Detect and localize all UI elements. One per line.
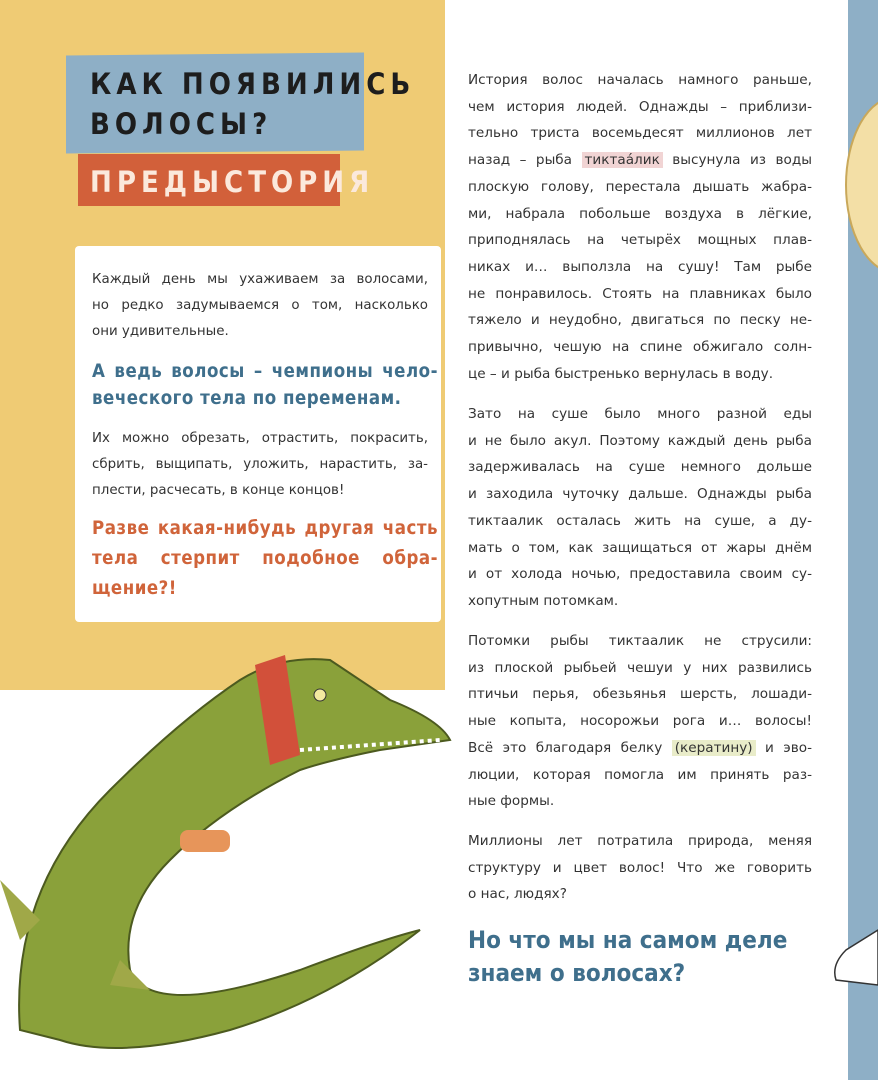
text-line: Но что мы на самом деле — [468, 926, 788, 954]
text-line: А ведь волосы – чемпионы чело- — [92, 361, 438, 382]
text-line: и заходила чуточку дальше. Однажды рыба — [468, 486, 812, 503]
text-fragment: назад – рыба — [468, 152, 573, 169]
story-paragraph-2 — [468, 401, 812, 615]
text-line: тяжело и неудобно, двигаться по песку не- — [468, 312, 812, 329]
text-line: ми, набрала побольше воздуха в лёгкие, — [468, 205, 812, 222]
text-line: Миллионы лет потратила природа, меняя — [468, 833, 812, 849]
closing-question — [468, 924, 787, 990]
text-line — [468, 147, 812, 174]
title-line: КАК ПОЯВИЛИСЬ — [90, 67, 416, 101]
text-line: тиктаалик осталась жить на суше, а ду- — [468, 512, 812, 529]
page-subtitle: ПРЕДЫСТОРИЯ — [90, 165, 375, 199]
text-line: Их можно обрезать, отрастить, покрасить, — [92, 431, 428, 446]
blue-callout — [92, 358, 438, 412]
text-line: плоскую голову, перестала дышать жабра- — [468, 178, 812, 195]
text-line: История волос началась намного раньше, — [468, 72, 812, 88]
orange-callout — [92, 514, 438, 604]
tiktaalik-fish-illustration — [0, 640, 470, 1080]
highlighted-term-keratin: (кератину) — [672, 740, 756, 756]
text-line: структуру и цвет волос! Что же говорить — [468, 859, 812, 876]
decorative-hand-illustration — [826, 925, 878, 995]
text-line: це – и рыба быстренько вернулась в воду. — [468, 365, 774, 382]
text-line: плести, расчесать, в конце концов! — [92, 483, 345, 498]
text-line: щение?! — [92, 578, 177, 599]
text-line: люции, которая помогла им принять раз- — [468, 766, 812, 783]
text-line: не понравилось. Стоять на плавниках было — [468, 285, 812, 302]
text-line: Каждый день мы ухаживаем за волосами, — [92, 272, 428, 287]
text-line: они удивительные. — [92, 324, 229, 339]
story-paragraph-1 — [468, 67, 812, 387]
text-line: сбрить, выщипать, уложить, нарастить, за- — [92, 457, 428, 472]
text-line: ные копыта, носорожьи рога и… волосы! — [468, 713, 812, 730]
text-line: о нас, людях? — [468, 886, 567, 903]
text-line: Разве какая-нибудь другая часть — [92, 518, 438, 539]
intro-text — [92, 267, 428, 345]
text-line: ные формы. — [468, 793, 555, 810]
text-line: мать о том, как защищаться от жары днём — [468, 539, 812, 556]
story-paragraph-4 — [468, 828, 812, 908]
text-line: задерживалась на суше немного дольше — [468, 459, 812, 476]
title-line: ВОЛОСЫ? — [90, 107, 273, 141]
text-line: и не было акул. Поэтому каждый день рыба — [468, 432, 812, 449]
text-line: чем история людей. Однажды – приблизи- — [468, 98, 812, 115]
text-line: и от холода ночью, предоставила своим су- — [468, 566, 812, 583]
text-line: птичьи перья, обезьянья шерсть, лошади- — [468, 686, 812, 703]
story-paragraph-3 — [468, 628, 812, 815]
text-line: но редко задумываемся о том, насколько — [92, 298, 428, 313]
text-line: знаем о волосах? — [468, 959, 686, 987]
text-line: приподнялась на четырёх мощных плав- — [468, 232, 812, 249]
text-line: тела стерпит подобное обра- — [92, 548, 438, 569]
text-line: Зато на суше было много разной еды — [468, 406, 812, 422]
text-line: Потомки рыбы тиктаалик не струсили: — [468, 633, 812, 649]
text-line: никах и… выползла на сушу! Там рыбе — [468, 258, 812, 275]
page-title — [90, 64, 415, 144]
text-line — [468, 735, 812, 762]
text-line: привычно, чешую на спине обжигало солн- — [468, 339, 812, 356]
text-line: тельно триста восемьдесят миллионов лет — [468, 125, 812, 142]
highlighted-term-tiktaalik: тиктаа́лик — [582, 152, 663, 168]
text-line: хопутным потомкам. — [468, 592, 619, 609]
intro-paragraph-2 — [92, 426, 428, 504]
text-fragment: Всё это благодаря белку — [468, 739, 663, 756]
text-line: веческого тела по переменам. — [92, 388, 402, 409]
text-fragment: высунула из воды — [672, 152, 812, 169]
text-fragment: и эво- — [765, 739, 812, 756]
decorative-circle-illustration — [836, 90, 878, 280]
text-line: из плоской рыбьей чешуи у них развились — [468, 659, 812, 676]
